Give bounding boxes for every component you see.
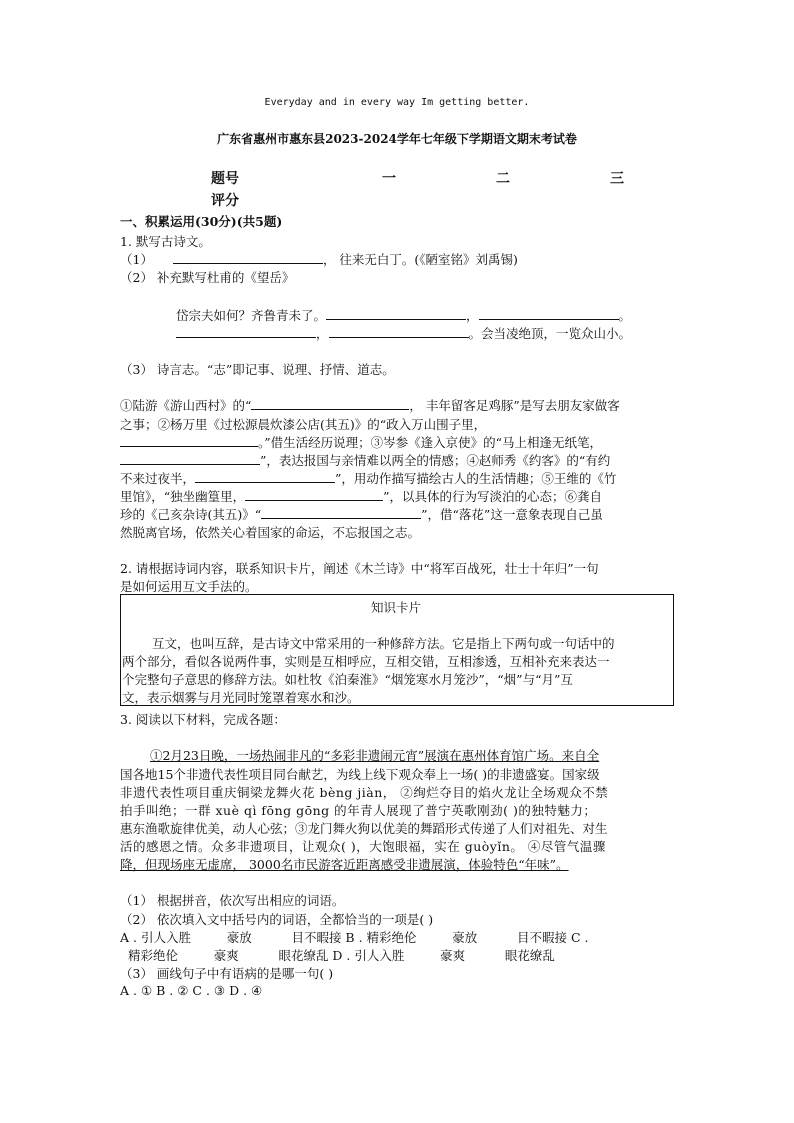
q3-passage-line-1: ①2月23日晚，一场热闹非凡的“多彩非遗闹元宵”展演在惠州体育馆广场。来自全 — [150, 748, 600, 763]
q3-passage-line-5: 惠东渔歌旋律优美，动人心弦；③龙门舞火狗以优美的舞蹈形式传递了人们对祖先、对生 — [120, 821, 608, 836]
text: 里馆》，“独坐幽篁里， — [120, 489, 246, 504]
q3-passage-line-2: 国各地15个非遗代表性项目同台献艺，为线上线下观众奉上一场( )的非遗盛宴。国家级 — [120, 767, 600, 782]
text: 。”借生活经历说理；③岑参《逢入京使》的“马上相逢无纸笔， — [258, 435, 603, 450]
knowledge-card-title: 知识卡片 — [370, 600, 421, 615]
answer-blank[interactable] — [195, 470, 335, 483]
poem-line-1 — [176, 306, 631, 324]
q3-sub-2-options-line-1: A . 引人入胜 豪放 目不暇接 B . 精彩绝伦 豪放 目不暇接 C . — [120, 930, 589, 945]
q1-p3-line-8: 然脱离官场，依然关心着国家的命运，不忘报国之志。 — [120, 525, 421, 540]
answer-blank[interactable] — [176, 325, 316, 338]
answer-blank[interactable] — [120, 452, 260, 465]
knowledge-card-line-2: 两个部分，看似各说两件事，实则是互相呼应，互相交错，互相渗透，互相补充来表达一 — [122, 654, 610, 669]
knowledge-card-line-3: 个完整句子意思的修辞方法。如杜牧《泊秦淮》“烟笼寒水月笼沙”，“烟”与“月”互 — [122, 672, 573, 687]
answer-blank[interactable] — [329, 325, 469, 338]
answer-blank[interactable] — [173, 251, 323, 264]
score-table-row-label-number: 题号 — [211, 171, 239, 187]
score-table-col-2: 二 — [496, 171, 510, 187]
poem-line-1-text: 岱宗夫如何？齐鲁青未了。 — [176, 308, 327, 323]
answer-blank[interactable] — [479, 307, 619, 320]
exam-title: 广东省惠州市惠东县2023-2024学年七年级下学期语文期末考试卷 — [217, 132, 577, 146]
q3-passage-line-4: 拍手叫绝；一群 xuè qì fōng gōng 的年青人展现了普宁英歌刚劲( )的独特魅力； — [120, 803, 597, 818]
q3-sub-3-options: A . ① B . ② C . ③ D . ④ — [120, 983, 263, 998]
poem-punct: ， — [316, 326, 329, 341]
q1-p3-line-6 — [120, 487, 602, 505]
q3-passage-line-7: 降，但现场座无虚席， 3000名市民游客近距离感受非遗展演，体验特色“年味”。 — [120, 857, 569, 872]
text: 不来过夜半， — [120, 471, 196, 486]
q1-p3-line-1 — [120, 396, 620, 414]
answer-blank[interactable] — [326, 307, 466, 320]
q1-p3-line-4 — [120, 451, 610, 469]
q1-p3-line-3 — [120, 433, 602, 451]
q1-part1 — [120, 250, 518, 268]
q3-sub-2: （2） 依次填入文中括号内的词语，全都恰当的一项是( ) — [120, 912, 434, 927]
text: ”，以具体的行为写淡泊的心态；⑥龚自 — [383, 489, 603, 504]
poem-line-2-text: 。会当凌绝顶，一览众山小。 — [468, 326, 632, 341]
q3-sub-3: （3） 画线句子中有语病的是哪一句( ) — [120, 966, 334, 981]
score-table-col-1: 一 — [382, 171, 396, 187]
section-1-heading: 一、积累运用(30分)(共5题) — [120, 214, 283, 229]
score-table-row-label-score: 评分 — [211, 193, 239, 209]
answer-blank[interactable] — [261, 506, 421, 519]
answer-blank[interactable] — [245, 488, 383, 501]
text: ， 丰年留客足鸡豚”是写去朋友家做客 — [409, 398, 620, 413]
q1-part2: （2） 补充默写杜甫的《望岳》 — [120, 270, 295, 285]
knowledge-card-line-1: 互文，也叫互辞，是古诗文中常采用的一种修辞方法。它是指上下两句或一句话中的 — [152, 636, 615, 651]
text: ”，借“落花”这一意象表现自己虽 — [421, 507, 603, 522]
q3-sub-2-options-line-2: 精彩绝伦 豪爽 眼花缭乱 D . 引人入胜 豪爽 眼花缭乱 — [120, 948, 555, 963]
q1-part1-text: ， 往来无白丁。(《陋室铭》刘禹锡) — [322, 252, 518, 267]
q1-p3-line-5 — [120, 469, 616, 487]
q1-part3: （3） 诗言志。“志”即记事、说理、抒情、道志。 — [120, 362, 395, 377]
text: ”，表达报国与亲情难以两全的情感；④赵师秀《约客》的“有约 — [260, 453, 611, 468]
poem-punct: ， — [466, 308, 479, 323]
poem-line-2 — [176, 324, 631, 342]
q1-stem: 1. 默写古诗文。 — [120, 234, 211, 249]
score-table-col-3: 三 — [610, 171, 624, 187]
q3-passage-line-6: 活的感恩之情。众多非遗项目，让观众( )，大饱眼福，实在 guòyǐn。 ④尽管气温骤 — [120, 839, 606, 854]
q1-p3-line-7 — [120, 505, 603, 523]
q3-passage-line-3: 非遗代表性项目重庆铜梁龙舞火花 bèng jiàn， ②绚烂夺目的焰火龙让全场观众不禁 — [120, 785, 609, 800]
text: ”，用动作描写描绘古人的生活情趣；⑤王维的《竹 — [335, 471, 617, 486]
q2-stem-line-1: 2. 请根据诗词内容，联系知识卡片，阐述《木兰诗》中“将军百战死，壮士十年归”一句 — [120, 561, 599, 576]
knowledge-card-line-4: 文，表示烟雾与月光同时笼罩着寒水和沙。 — [122, 690, 360, 705]
text: ①陆游《游山西村》的“ — [120, 398, 252, 413]
answer-blank[interactable] — [120, 434, 258, 447]
q2-stem-line-2: 是如何运用互文手法的。 — [120, 579, 258, 594]
q1-part1-number: （1） — [120, 252, 153, 267]
poem-punct: 。 — [618, 308, 632, 323]
text: 珍的《己亥杂诗(其五)》“ — [120, 507, 262, 522]
header-motto: Everyday and in every way Im getting better. — [264, 97, 530, 108]
q3-stem: 3. 阅读以下材料，完成各题： — [120, 712, 286, 727]
answer-blank[interactable] — [251, 397, 409, 410]
q3-sub-1: （1） 根据拼音，依次写出相应的词语。 — [120, 893, 345, 908]
q1-p3-line-2: 之事；②杨万里《过松源晨炊漆公店(其五)》的“政入万山围子里， — [120, 417, 487, 432]
